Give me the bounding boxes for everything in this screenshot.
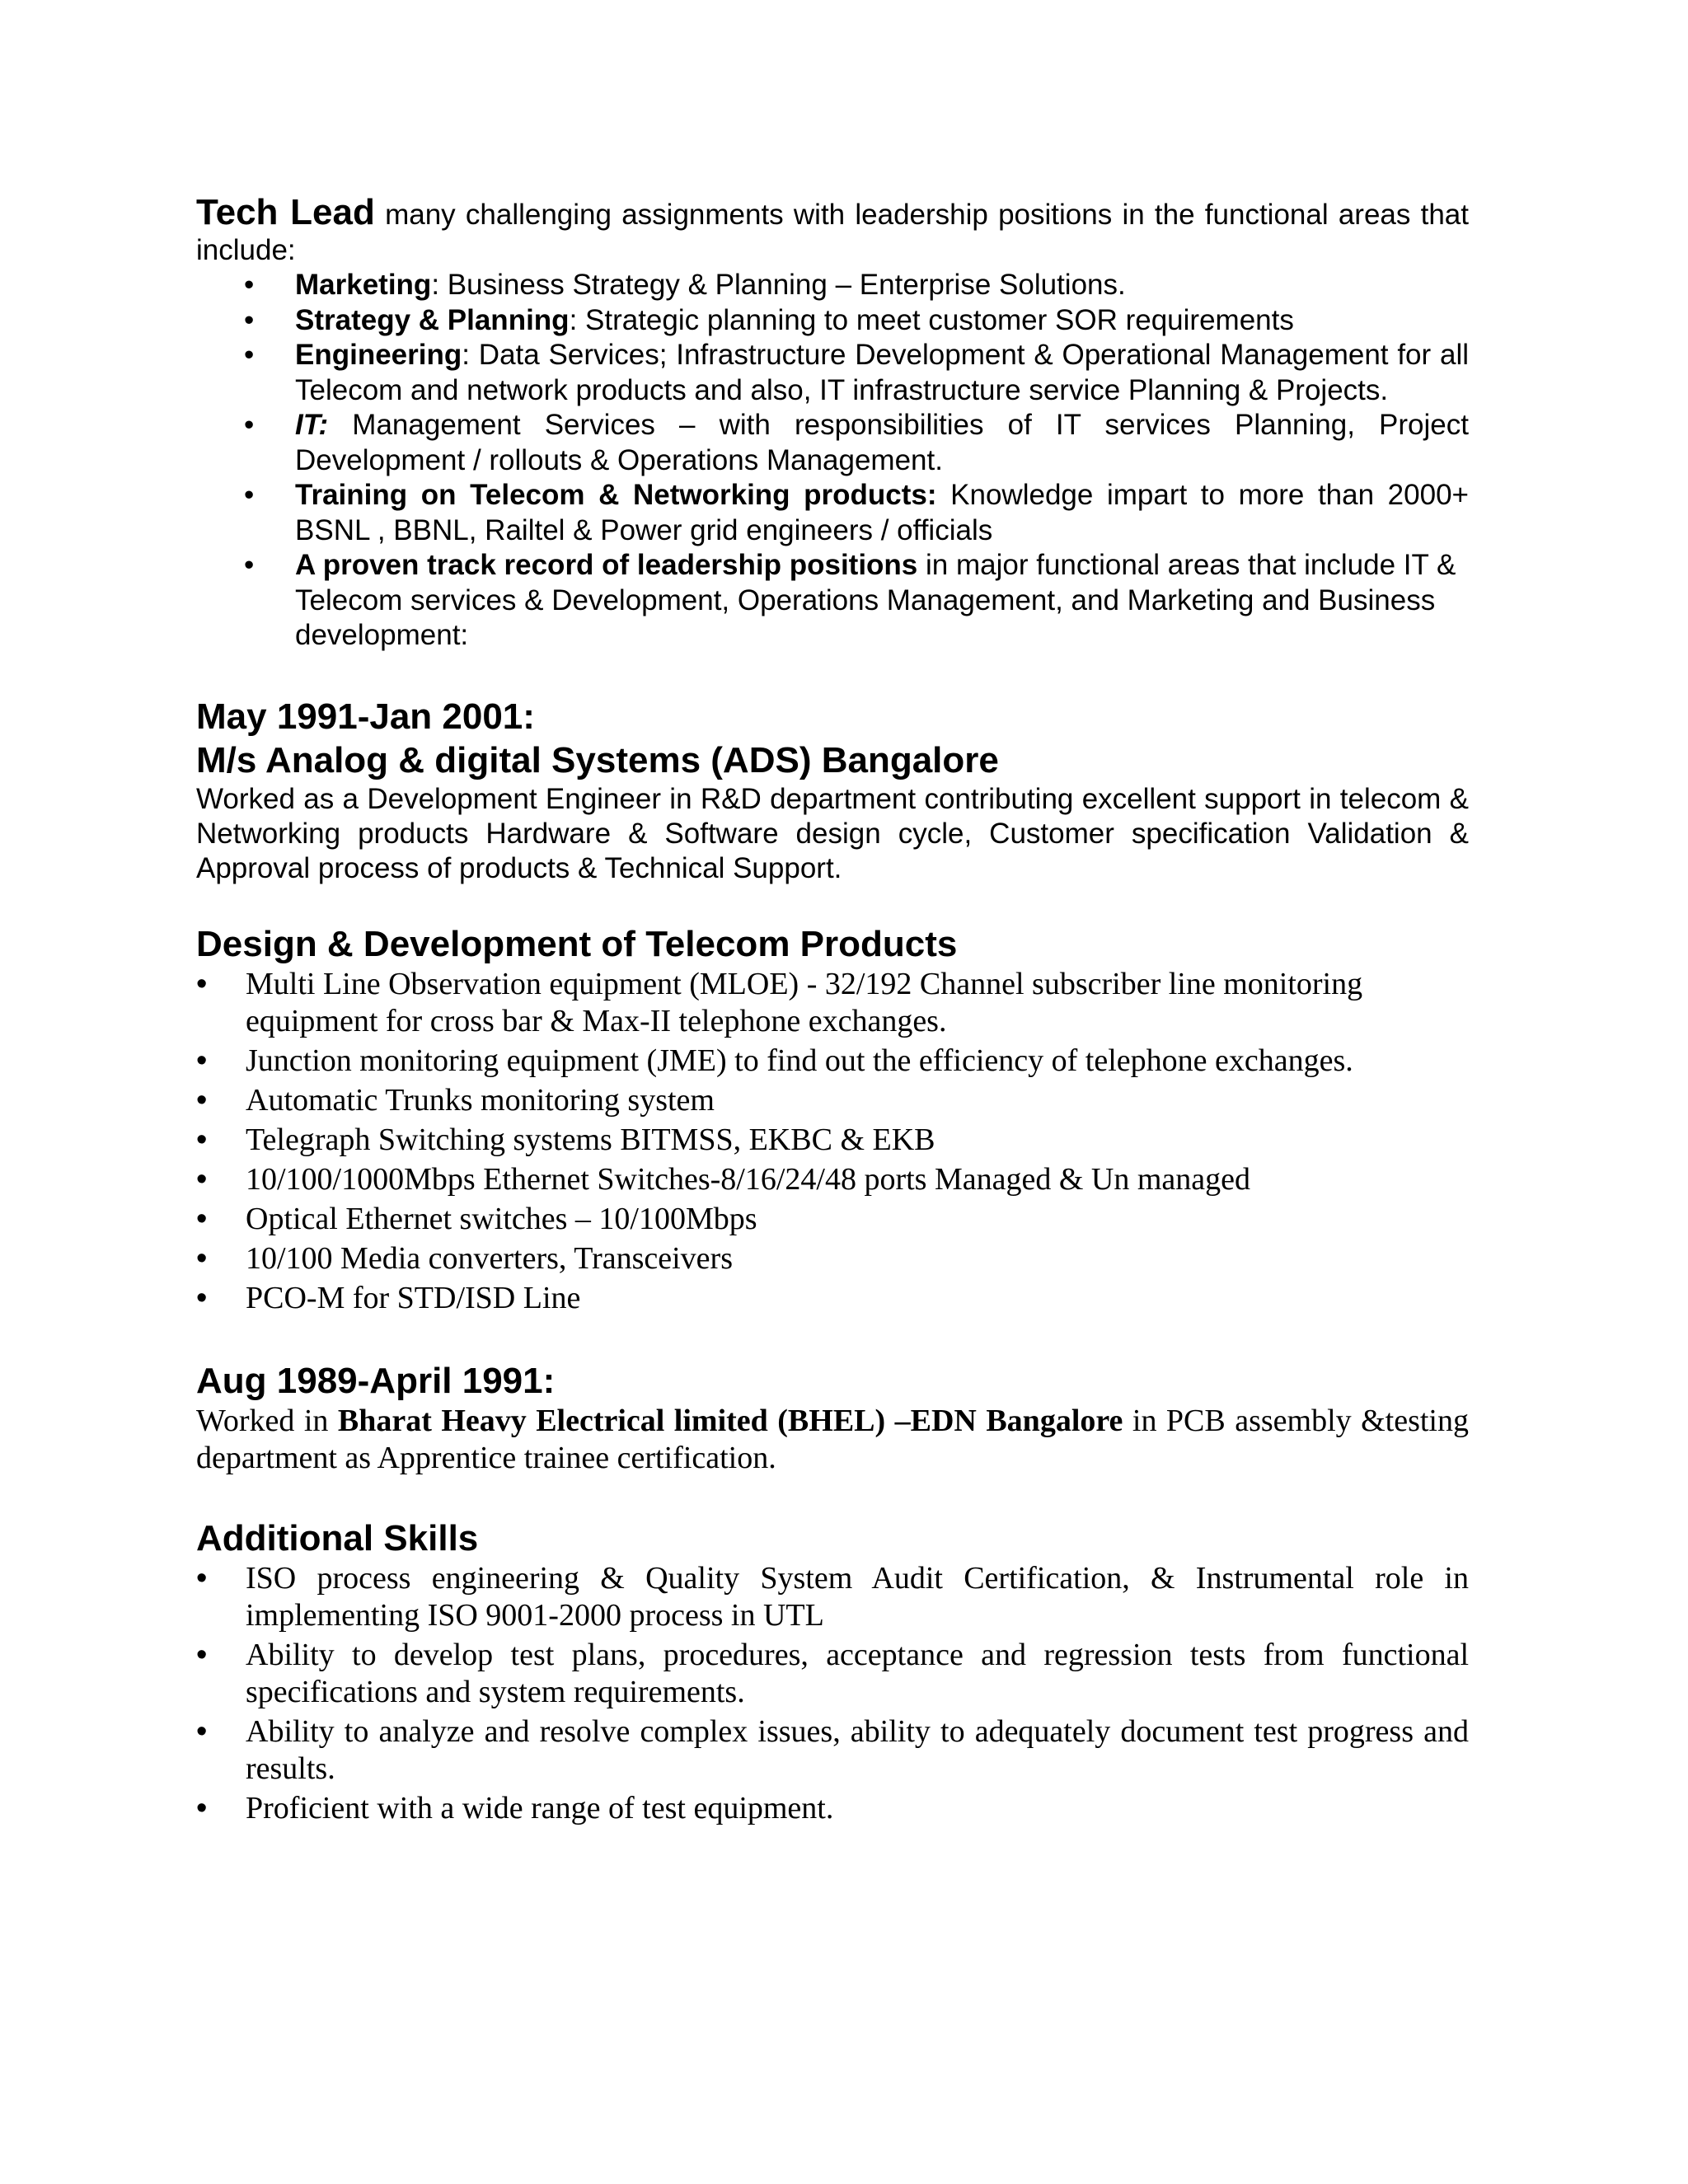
- bullet-icon: •: [196, 1122, 208, 1157]
- item-label: A proven track record of leadership positions: [295, 549, 918, 581]
- bullet-icon: •: [196, 1043, 208, 1078]
- intro-paragraph: [196, 194, 1469, 268]
- ads-period-heading: May 1991-Jan 2001:: [196, 696, 535, 737]
- list-item: • Multi Line Observation equipment (MLOE) - 32/192 Channel subscriber line monitoring equipment for cross bar & Max-II telephone exchanges.: [196, 966, 1363, 1038]
- bullet-icon: •: [196, 1790, 208, 1825]
- item-text: Data Services; Infrastructure Development & Operational Management for all Telecom and network products and also, IT infrastructure service Planning & Projects.: [295, 339, 1470, 406]
- bhel-period-heading: Aug 1989-April 1991:: [196, 1360, 556, 1401]
- bullet-icon: •: [196, 1713, 208, 1749]
- bhel-description: Worked in Bharat Heavy Electrical limited (BHEL) –EDN Bangalore in PCB assembly &testing department as Apprentice trainee certification.: [196, 1403, 1469, 1475]
- bullet-icon: •: [196, 1560, 208, 1596]
- item-label: IT:: [295, 409, 329, 441]
- bullet-icon: •: [244, 549, 255, 581]
- item-text: Knowledge impart to more than 2000+ BSNL , BBNL, Railtel & Power grid engineers / officials: [295, 479, 1469, 546]
- bullet-icon: •: [196, 1637, 208, 1672]
- list-item: • Strategy & Planning: Strategic planning to meet customer SOR requirements: [295, 303, 1469, 339]
- resume-page: [196, 194, 1469, 1830]
- list-item: • 10/100/1000Mbps Ethernet Switches-8/16/24/48 ports Managed & Un managed: [196, 1161, 1250, 1197]
- bullet-icon: •: [196, 1240, 208, 1276]
- bullet-icon: •: [196, 1201, 208, 1236]
- item-text: in major functional areas that include IT & Telecom services & Development, Operations Management, and Marketing and Business development:: [295, 549, 1456, 651]
- item-text: Business Strategy & Planning – Enterprise Solutions.: [447, 269, 1126, 301]
- list-item: • Automatic Trunks monitoring system: [196, 1082, 715, 1118]
- list-item: • Ability to develop test plans, procedures, acceptance and regression tests from functional specifications and system requirements.: [196, 1637, 1469, 1709]
- item-label: Training on Telecom & Networking products:: [295, 479, 937, 511]
- bhel-company: Bharat Heavy Electrical limited (BHEL) –EDN Bangalore: [337, 1403, 1123, 1438]
- list-item: [244, 478, 1469, 548]
- list-item: • Junction monitoring equipment (JME) to find out the efficiency of telephone exchanges.: [196, 1043, 1353, 1078]
- list-item: • Marketing: Business Strategy & Planning – Enterprise Solutions.: [295, 268, 1469, 303]
- list-item: • 10/100 Media converters, Transceivers: [196, 1240, 733, 1276]
- item-label: Marketing: [295, 269, 432, 301]
- bullet-icon: •: [244, 479, 255, 511]
- bullet-icon: •: [196, 1280, 208, 1315]
- list-item: • PCO-M for STD/ISD Line: [196, 1280, 581, 1315]
- list-item: • Telegraph Switching systems BITMSS, EKBC & EKB: [196, 1122, 935, 1157]
- list-item: • ISO process engineering & Quality System Audit Certification, & Instrumental role in implementing ISO 9001-2000 process in UTL: [196, 1560, 1469, 1633]
- skills-list: [196, 1560, 1469, 1827]
- ads-company-heading: M/s Analog & digital Systems (ADS) Bangalore: [196, 739, 999, 780]
- list-item: • Engineering: Data Services; Infrastructure Development & Operational Management for all Telecom and network products and also, IT infrastructure service Planning & Projects.: [244, 339, 1470, 406]
- item-label: Strategy & Planning: [295, 303, 570, 336]
- functional-areas-list: [196, 268, 1469, 654]
- intro-lead: Tech Lead: [196, 192, 375, 232]
- bullet-icon: •: [244, 339, 255, 371]
- ads-description: Worked as a Development Engineer in R&D department contributing excellent support in telecom & Networking products Hardware & Software design cycle, Customer specification Validation & Approval process of products & Technical Support.: [196, 782, 1469, 884]
- bullet-icon: •: [196, 1082, 208, 1118]
- skills-heading: Additional Skills: [196, 1517, 479, 1558]
- item-text: Management Services – with responsibilities of IT services Planning, Project Development / rollouts & Operations Management.: [295, 409, 1469, 476]
- item-text: Strategic planning to meet customer SOR requirements: [585, 303, 1294, 336]
- list-item: • Proficient with a wide range of test equipment.: [196, 1790, 834, 1825]
- bullet-icon: •: [244, 269, 255, 301]
- design-heading: Design & Development of Telecom Products: [196, 923, 958, 964]
- intro-text: many challenging assignments with leadership positions in the functional areas that include:: [196, 199, 1469, 266]
- bullet-icon: •: [196, 966, 208, 1001]
- list-item: [244, 408, 1469, 478]
- item-label: Engineering: [295, 339, 462, 371]
- bullet-icon: •: [244, 303, 255, 336]
- bullet-icon: •: [244, 409, 255, 441]
- design-products-list: [196, 966, 1469, 1317]
- list-item: • Ability to analyze and resolve complex issues, ability to adequately document test progress and results.: [196, 1713, 1469, 1786]
- bullet-icon: •: [196, 1161, 208, 1197]
- list-item: • Optical Ethernet switches – 10/100Mbps: [196, 1201, 757, 1236]
- list-item: [244, 548, 1469, 654]
